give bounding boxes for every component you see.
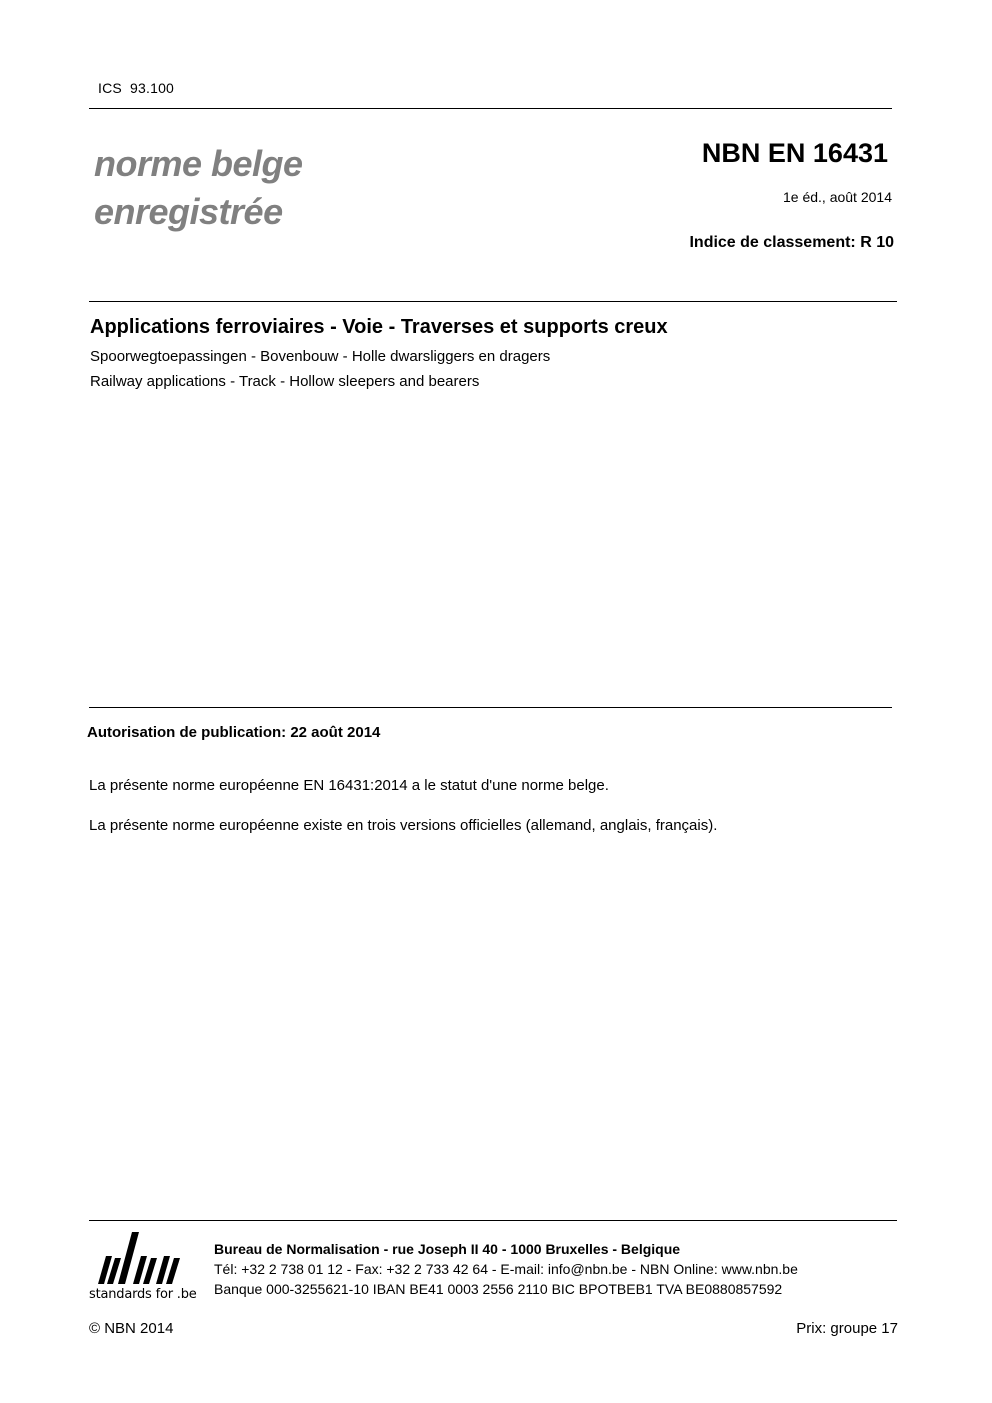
versions-paragraph: La présente norme européenne existe en trois versions officielles (allemand, anglais, français). <box>89 817 718 834</box>
status-paragraph: La présente norme européenne EN 16431:2014 a le statut d'une norme belge. <box>89 777 609 794</box>
standard-number: NBN EN 16431 <box>701 138 888 168</box>
edition-date: 1e éd., août 2014 <box>783 189 892 205</box>
nbn-logo-mark <box>88 1228 198 1288</box>
brand-line-2: enregistrée <box>94 191 283 232</box>
title-divider <box>89 301 897 302</box>
ics-code: ICS 93.100 <box>98 80 175 96</box>
classification-index: Indice de classement: R 10 <box>689 234 894 251</box>
contact-line: Tél: +32 2 738 01 12 - Fax: +32 2 733 42 64 - E-mail: info@nbn.be - NBN Online: www.nbn.be <box>214 1261 798 1277</box>
publication-authorisation: Autorisation de publication: 22 août 2014 <box>87 724 381 741</box>
bank-details: Banque 000-3255621-10 IBAN BE41 0003 2556 2110 BIC BPOTBEB1 TVA BE0880857592 <box>214 1281 783 1297</box>
brand-title <box>94 140 303 236</box>
title-french: Applications ferroviaires - Voie - Traverses et supports creux <box>90 316 668 338</box>
logo-tagline: standards for .be <box>89 1287 197 1302</box>
body-divider <box>89 707 892 708</box>
top-divider <box>89 108 892 109</box>
title-english: Railway applications - Track - Hollow sleepers and bearers <box>90 373 480 390</box>
bureau-address: Bureau de Normalisation - rue Joseph II 40 - 1000 Bruxelles - Belgique <box>214 1241 681 1257</box>
footer-divider <box>89 1220 897 1221</box>
title-dutch: Spoorwegtoepassingen - Bovenbouw - Holle dwarsliggers en dragers <box>90 348 551 365</box>
copyright: © NBN 2014 <box>89 1320 174 1337</box>
price-group: Prix: groupe 17 <box>796 1320 898 1337</box>
brand-line-1: norme belge <box>94 143 303 184</box>
